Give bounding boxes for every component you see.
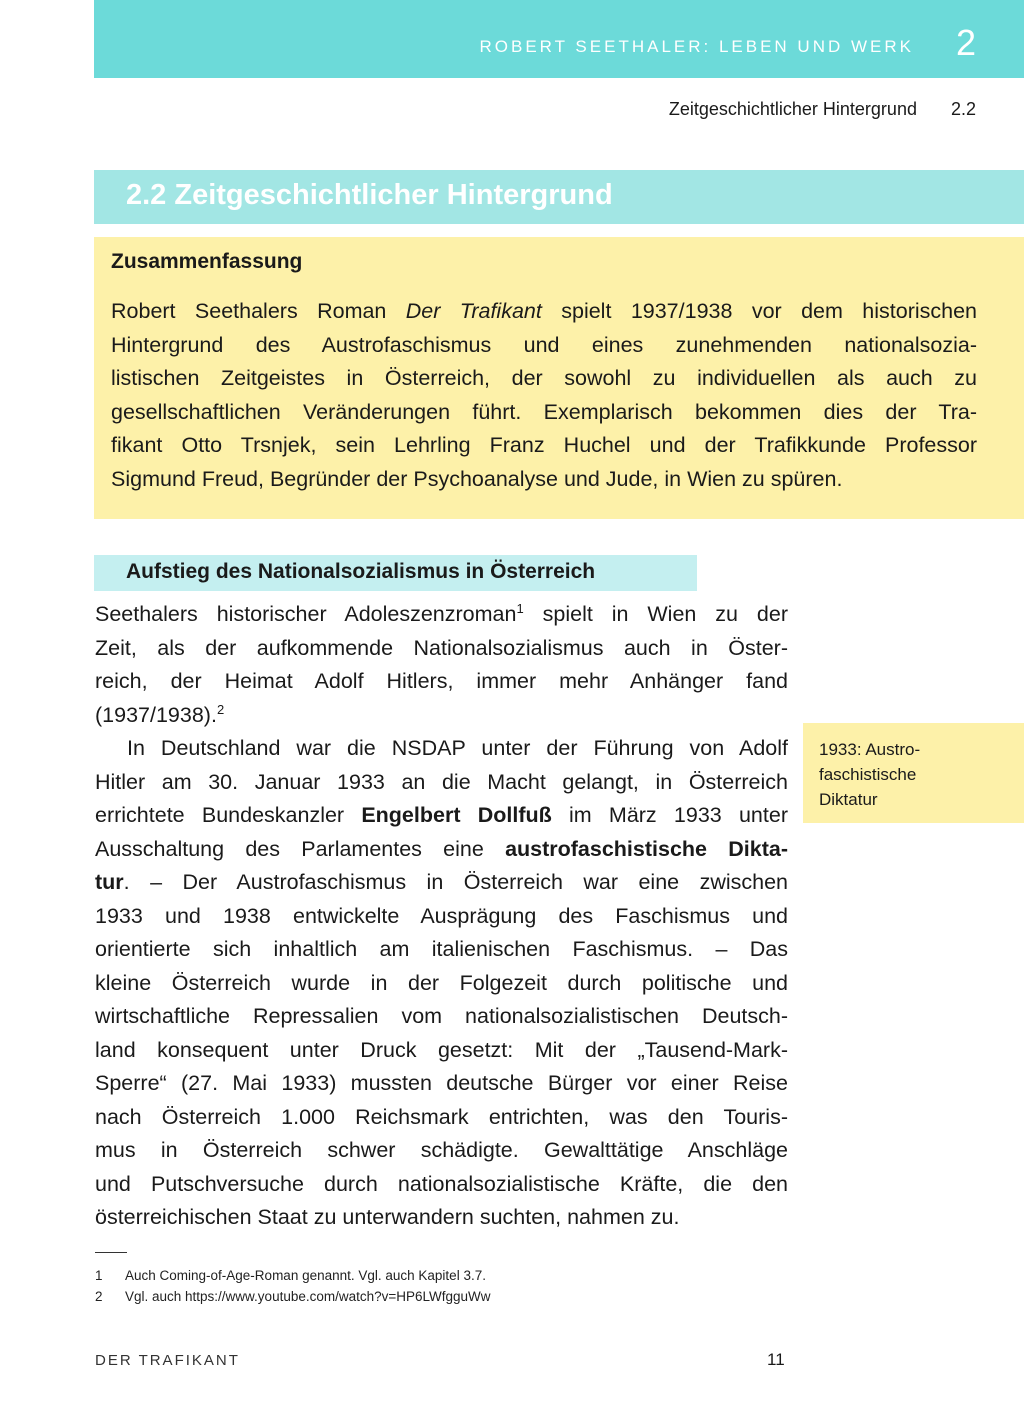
text-line <box>95 900 788 934</box>
text-run: im März 1933 unter <box>551 803 788 827</box>
text-line <box>95 866 788 900</box>
text-run: wirtschaftliche Repressalien vom nationalsozialistischen Deutsch- <box>95 1004 788 1028</box>
summary-text <box>111 295 977 496</box>
text-line <box>95 799 788 833</box>
text-run: Sperre“ (27. Mai 1933) mussten deutsche Bürger vor einer Reise <box>95 1071 788 1095</box>
text-run: land konsequent unter Druck gesetzt: Mit der „Tausend-Mark- <box>95 1037 788 1062</box>
text-run: spielt in Wien zu der <box>523 602 788 626</box>
book-title-footer: DER TRAFIKANT <box>95 1352 240 1369</box>
footnote <box>95 1289 491 1304</box>
running-number: 2.2 <box>950 99 976 119</box>
footnote-number: 2 <box>95 1289 103 1304</box>
text-run: spielt 1937/1938 vor dem historischen <box>541 299 978 323</box>
subheading-bar <box>94 555 697 591</box>
text-run: 1933 und 1938 entwickelte Ausprägung des Faschismus und <box>95 903 788 928</box>
text-line <box>95 833 788 867</box>
text-run: mus in Österreich schwer schädigte. Gewalttätige Anschläge <box>95 1138 788 1162</box>
text-line <box>95 1000 788 1034</box>
summary-box <box>94 237 1024 519</box>
subheading: Aufstieg des Nationalsozialismus in Österreich <box>126 560 596 583</box>
page-number: 11 <box>767 1350 785 1369</box>
text-line <box>95 699 788 733</box>
text-run: Robert Seethalers Roman <box>111 299 406 323</box>
text-line <box>95 967 788 1001</box>
text-line <box>111 329 977 363</box>
footnote-ref: 1 <box>516 600 524 616</box>
text-run: Hintergrund des Austrofaschismus und eines zunehmenden nationalsozia- <box>111 332 977 357</box>
running-title: Zeitgeschichtlicher Hintergrund <box>668 99 917 119</box>
margin-note-line: 1933: Austro- <box>819 740 921 759</box>
text-line <box>95 598 788 632</box>
bold-term: tur <box>95 870 124 894</box>
text-run: nach Österreich 1.000 Reichsmark entrichten, was den Touris- <box>95 1104 788 1129</box>
text-run: Hitler am 30. Januar 1933 an die Macht gelangt, in Österreich <box>95 769 788 794</box>
text-line <box>95 1067 788 1101</box>
text-line <box>111 295 977 329</box>
footnote <box>95 1268 486 1283</box>
text-line <box>95 1101 788 1135</box>
text-run: orientierte sich inhaltlich am italienischen Faschismus. – Das <box>95 937 788 961</box>
body-text <box>95 598 788 1235</box>
text-line <box>95 1201 788 1235</box>
text-run: und Putschversuche durch nationalsozialistische Kräfte, die den <box>95 1171 788 1196</box>
text-run: fikant Otto Trsnjek, sein Lehrling Franz Huchel und der Trafikkunde Professor <box>111 433 977 457</box>
text-line <box>95 665 788 699</box>
text-run: Seethalers historischer Adoleszenzroman <box>95 602 517 626</box>
text-run: In Deutschland war die NSDAP unter der Führung von Adolf <box>127 736 788 760</box>
text-line <box>95 766 788 800</box>
text-run: kleine Österreich wurde in der Folgezeit durch politische und <box>95 970 788 995</box>
footnote-text: Auch Coming-of-Age-Roman genannt. Vgl. auch Kapitel 3.7. <box>125 1268 486 1283</box>
text-line <box>111 463 977 497</box>
text-line <box>111 396 977 430</box>
text-line <box>95 732 788 766</box>
chapter-title: ROBERT SEETHALER: LEBEN UND WERK <box>479 37 914 56</box>
text-run: österreichischen Staat zu unterwandern suchten, nahmen zu. <box>95 1205 680 1229</box>
footnote-ref: 2 <box>216 701 225 717</box>
text-run: Sigmund Freud, Begründer der Psychoanalyse und Jude, in Wien zu spüren. <box>111 466 843 491</box>
running-head <box>669 99 976 120</box>
summary-heading: Zusammenfassung <box>111 250 303 273</box>
text-run: . – Der Austrofaschismus in Österreich war eine zwischen <box>123 870 788 894</box>
italic-title: Der Trafikant <box>405 299 542 323</box>
text-line <box>95 1134 788 1168</box>
margin-note-line: Diktatur <box>819 790 878 809</box>
text-line <box>95 1034 788 1068</box>
text-run: listischen Zeitgeistes in Österreich, der sowohl zu individuellen als auch zu <box>111 366 977 390</box>
text-run: reich, der Heimat Adolf Hitlers, immer mehr Anhänger fand <box>95 669 788 693</box>
text-line <box>95 632 788 666</box>
text-run: errichtete Bundeskanzler <box>95 803 362 827</box>
footnote-number: 1 <box>95 1268 103 1283</box>
bold-term: Engelbert Dollfuß <box>361 803 552 827</box>
text-run: Ausschaltung des Parlamentes eine <box>95 836 506 861</box>
text-run: Zeit, als der aufkommende Nationalsozialismus auch in Öster- <box>95 635 788 660</box>
text-line <box>111 362 977 396</box>
chapter-header-band <box>94 0 1024 78</box>
chapter-number: 2 <box>955 22 976 63</box>
footnote-rule <box>95 1252 127 1253</box>
section-title: 2.2 Zeitgeschichtlicher Hintergrund <box>126 179 613 211</box>
text-line <box>111 429 977 463</box>
section-title-bar <box>94 170 1024 224</box>
text-line <box>95 933 788 967</box>
bold-term: austrofaschistische Dikta- <box>505 836 788 861</box>
text-run: gesellschaftlichen Veränderungen führt. Exemplarisch bekommen dies der Tra- <box>111 399 977 424</box>
margin-note <box>803 723 1024 823</box>
text-run: (1937/1938). <box>95 702 217 727</box>
footnote-text[interactable]: Vgl. auch https://www.youtube.com/watch?v=HP6LWfgguWw <box>125 1289 491 1304</box>
text-line <box>95 1168 788 1202</box>
margin-note-line: faschistische <box>819 765 917 784</box>
